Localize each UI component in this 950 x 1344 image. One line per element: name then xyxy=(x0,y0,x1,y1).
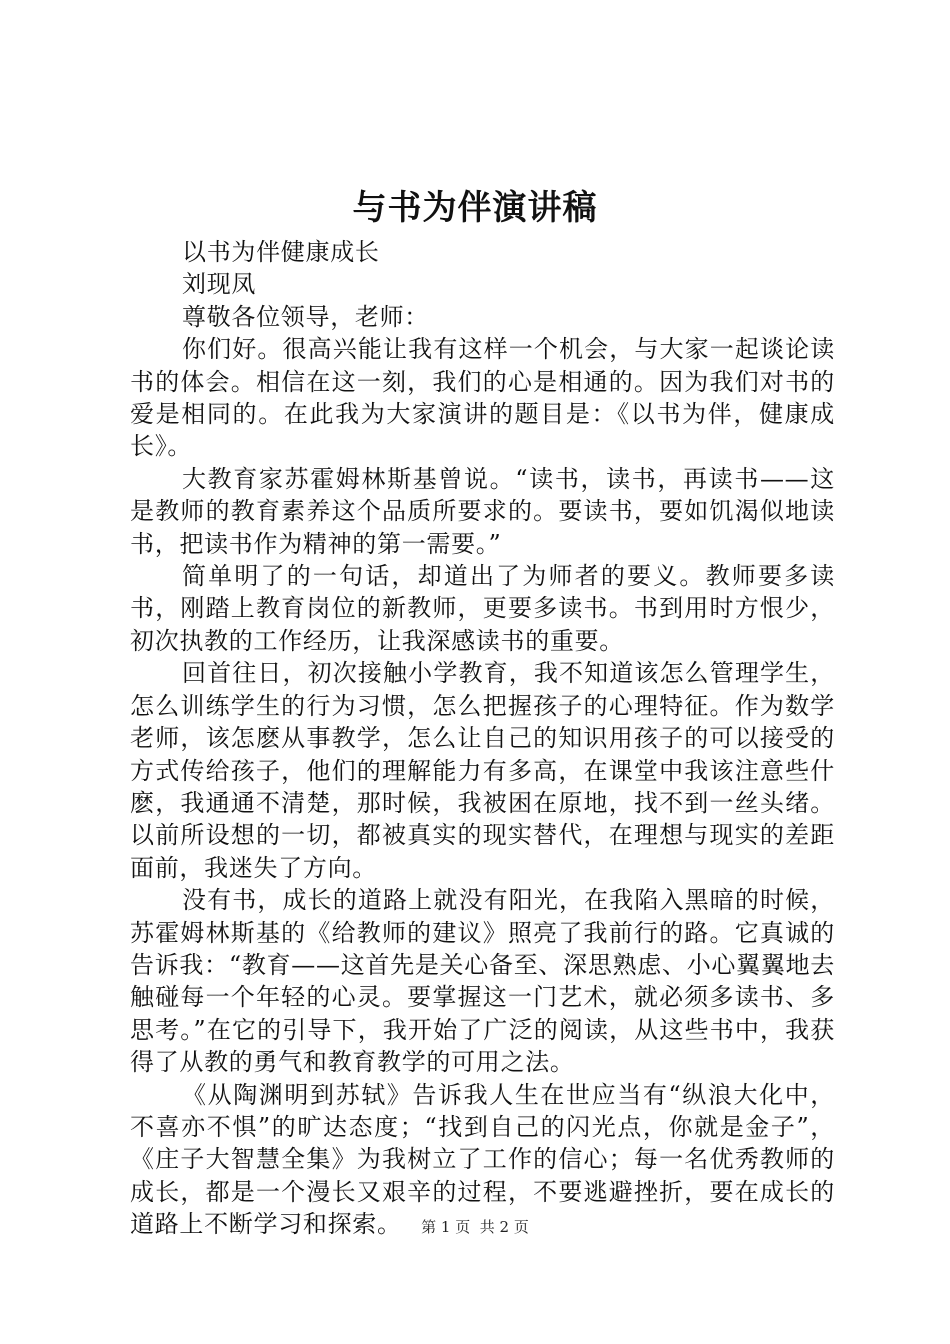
body-paragraph: 《从陶渊明到苏轼》告诉我人生在世应当有“纵浪大化中，不喜亦不惧”的旷达态度；“找到自己的闪光点，你就是金子”，《庄子大智慧全集》为我树立了工作的信心；每一名优秀教师的成长，都是一个漫长又艰辛的过程，不要逃避挫折，要在成长的道路上不断学习和探索。 xyxy=(130,1080,835,1239)
body-paragraph: 没有书，成长的道路上就没有阳光，在我陷入黑暗的时候，苏霍姆林斯基的《给教师的建议》照亮了我前行的路。它真诚的告诉我：“教育——这首先是关心备至、深思熟虑、小心翼翼地去触碰每一个年轻的心灵。要掌握这一门艺术，就必须多读书、多思考。”在它的引导下，我开始了广泛的阅读，从这些书中，我获得了从教的勇气和教育教学的可用之法。 xyxy=(130,886,835,1077)
speech-subtitle: 以书为伴健康成长 xyxy=(182,238,380,266)
body-paragraph: 简单明了的一句话，却道出了为师者的要义。教师要多读书，刚踏上教育岗位的新教师，更要多读书。书到用时方恨少，初次执教的工作经历，让我深感读书的重要。 xyxy=(130,562,835,655)
body-paragraph: 你们好。很高兴能让我有这样一个机会，与大家一起谈论读书的体会。相信在这一刻，我们的心是相通的。因为我们对书的爱是相同的。在此我为大家演讲的题目是：《以书为伴，健康成长》。 xyxy=(130,335,835,461)
document-title: 与书为伴演讲稿 xyxy=(352,188,598,228)
author-name: 刘现凤 xyxy=(182,270,257,299)
body-paragraph: 大教育家苏霍姆林斯基曾说。“读书，读书，再读书——这是教师的教育素养这个品质所要求的。要读书，要如饥渴似地读书，把读书作为精神的第一需要。” xyxy=(130,464,835,558)
document-body xyxy=(130,236,835,1241)
page-number: 第 1 页 xyxy=(421,1218,471,1236)
body-paragraph: 回首往日，初次接触小学教育，我不知道该怎么管理学生，怎么训练学生的行为习惯，怎么把握孩子的心理特征。作为数学老师，该怎麽从事教学，怎么让自己的知识用孩子的可以接受的方式传给孩子，他们的理解能力有多高，在课堂中我该注意些什麽，我通通不清楚，那时候，我被困在原地，找不到一丝头绪。以前所设想的一切，都被真实的现实替代，在理想与现实的差距面前，我迷失了方向。 xyxy=(130,659,835,882)
page-footer xyxy=(0,1217,950,1237)
salutation: 尊敬各位领导，老师： xyxy=(182,302,429,331)
page-total: 共 2 页 xyxy=(479,1218,529,1236)
